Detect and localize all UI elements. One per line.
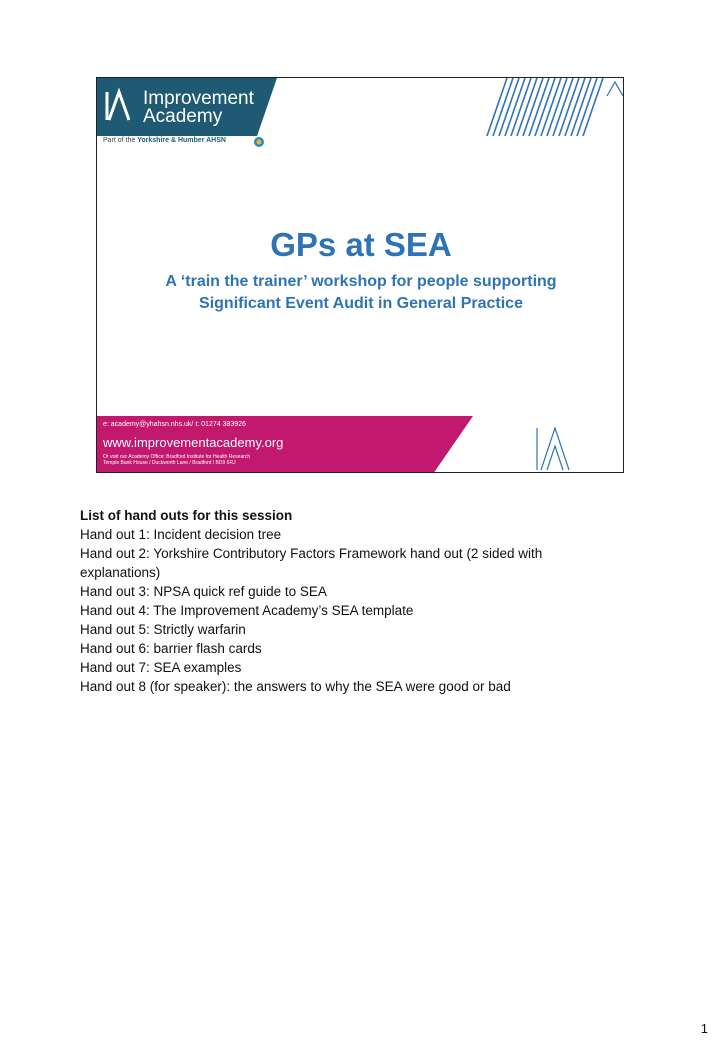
logo-text <box>143 90 254 126</box>
handout-item: Hand out 2: Yorkshire Contributory Factors Framework hand out (2 sided with <box>80 546 543 561</box>
contact-info: e: academy@yhahsn.nhs.uk/ t: 01274 383926 <box>103 421 246 428</box>
logo-line-1: Improvement <box>143 88 254 109</box>
slide-subtitle <box>137 271 585 315</box>
ahsn-name: Yorkshire & Humber AHSN <box>137 137 226 144</box>
diagonal-stripes-top <box>487 78 603 136</box>
subtitle-line-1: A ‘train the trainer’ workshop for people supporting <box>165 273 557 290</box>
ahsn-affiliation <box>103 137 226 144</box>
handout-item: Hand out 7: SEA examples <box>80 660 242 675</box>
handout-item: Hand out 8 (for speaker): the answers to why the SEA were good or bad <box>80 679 511 694</box>
office-address <box>103 454 343 466</box>
office-line-1: Or visit our Academy Office: Bradford Institute for Health Research <box>103 454 251 460</box>
handout-item: Hand out 3: NPSA quick ref guide to SEA <box>80 584 327 599</box>
speaker-notes <box>80 506 640 696</box>
slide-thumbnail <box>96 77 624 473</box>
logo-line-2: Academy <box>143 106 223 127</box>
corner-chevron-icon <box>607 82 623 96</box>
slide-title: GPs at SEA <box>270 226 452 263</box>
footer-logo-icon <box>537 428 569 470</box>
website-url: www.improvementacademy.org <box>103 435 284 450</box>
handout-item: Hand out 6: barrier flash cards <box>80 641 262 656</box>
ahsn-prefix: Part of the <box>103 137 136 144</box>
subtitle-line-2: Significant Event Audit in General Practice <box>199 295 523 312</box>
handout-item: Hand out 5: Strictly warfarin <box>80 622 246 637</box>
handout-item: Hand out 1: Incident decision tree <box>80 527 282 542</box>
notes-heading: List of hand outs for this session <box>80 508 293 523</box>
handout-item: explanations) <box>80 565 161 580</box>
handout-item: Hand out 4: The Improvement Academy’s SEA template <box>80 603 414 618</box>
page-number: 1 <box>700 1021 708 1036</box>
office-line-2: Temple Bank House / Duckworth Lane / Bradford / BD9 6RJ <box>103 460 236 466</box>
